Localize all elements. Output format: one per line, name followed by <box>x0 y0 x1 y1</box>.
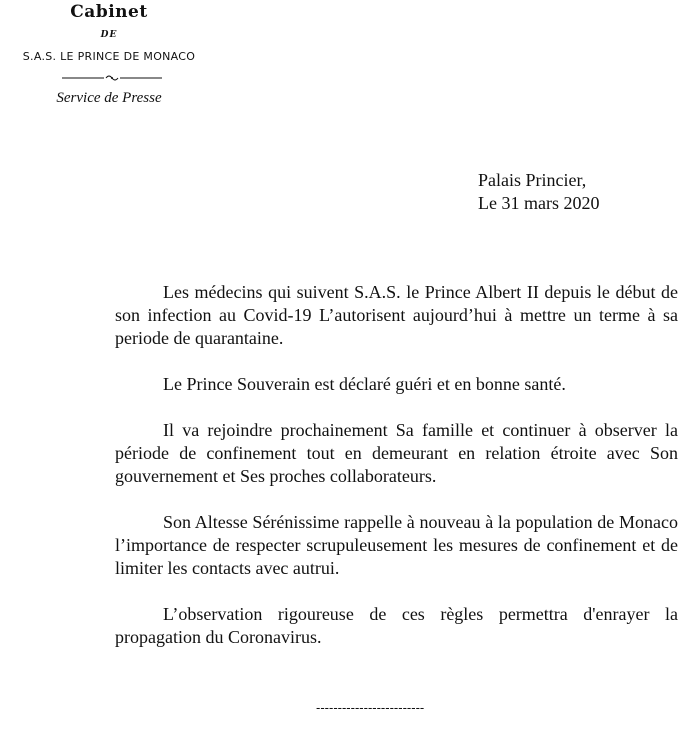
letterhead-cabinet: Cabinet <box>70 2 148 22</box>
paragraph-4: Son Altesse Sérénissime rappelle à nouveau à la population de Monaco l’importance de respecter scrupuleusement les mesures de confinement et de limiter les contacts avec autrui. <box>115 512 678 578</box>
letterhead-ornament <box>62 74 162 82</box>
letterhead-de: DE <box>100 30 118 40</box>
place-date-block <box>478 169 599 215</box>
letterhead-service: Service de Presse <box>56 90 162 106</box>
letterhead-prince: S.A.S. LE PRINCE DE MONACO <box>22 50 196 63</box>
date-line: Le 31 mars 2020 <box>478 193 600 213</box>
footer-separator: ------------------------- <box>316 700 425 715</box>
paragraph-3: Il va rejoindre prochainement Sa famille et continuer à observer la période de confinement tout en demeurant en relation étroite avec Son gouvernement et Ses proches collaborateurs. <box>115 420 678 486</box>
press-release-body <box>115 281 678 672</box>
paragraph-5: L’observation rigoureuse de ces règles permettra d'enrayer la propagation du Coronavirus. <box>115 604 678 647</box>
paragraph-1: Les médecins qui suivent S.A.S. le Prince Albert II depuis le début de son infection au Covid-19 L’autorisent aujourd’hui à mettre un terme à sa periode de quarantaine. <box>115 282 678 348</box>
paragraph-2: Le Prince Souverain est déclaré guéri et en bonne santé. <box>163 374 566 394</box>
place-line: Palais Princier, <box>478 170 587 190</box>
